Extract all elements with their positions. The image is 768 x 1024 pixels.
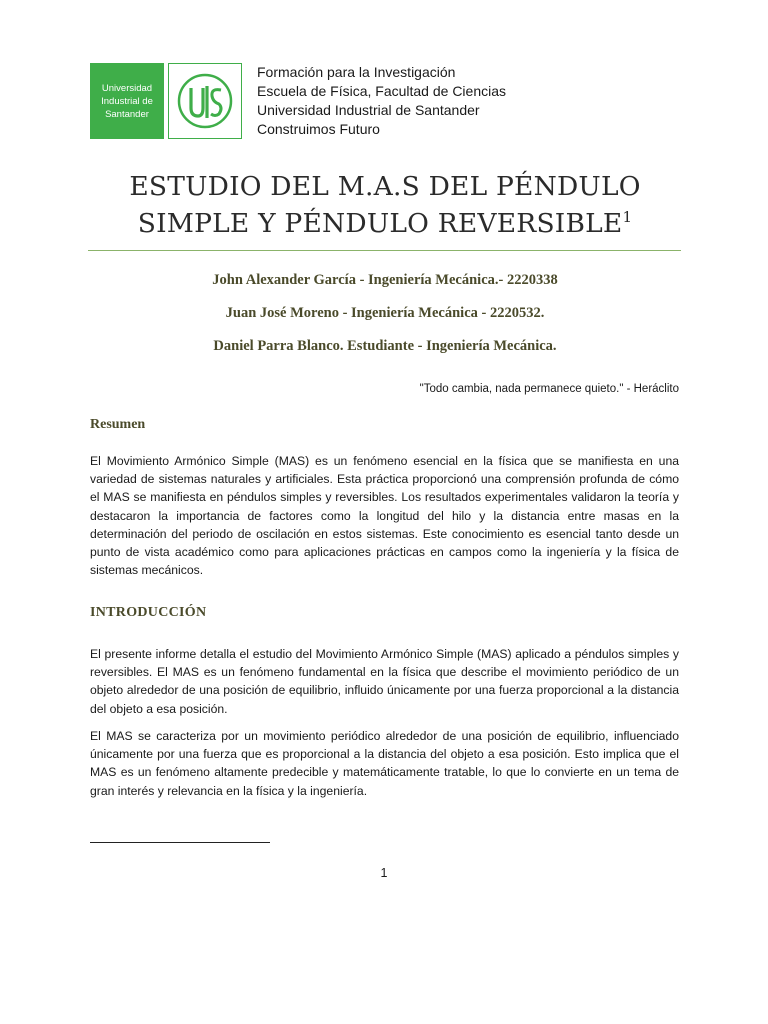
logo-text-line: Industrial de: [101, 95, 153, 107]
author-line: John Alexander García - Ingeniería Mecánica.- 2220338: [212, 272, 558, 288]
title-footnote-ref[interactable]: 1: [622, 208, 633, 227]
page-number: 1: [380, 866, 388, 880]
abstract-paragraph: El Movimiento Armónico Simple (MAS) es un fenómeno esencial en la física que se manifiesta en una variedad de sistemas naturales y artificiales. Esta práctica proporcionó una comprensión profunda de cómo el MAS se manifiesta en péndulos simples y reversibles. Los resultados experimentales validaron la teoría y destacaron la importancia de factores como la longitud del hilo y la distancia entre masas en la determinación del periodo de oscilación en estos sistemas. Este conocimiento es esencial tanto desde un punto de vista académico como para aplicaciones prácticas en campos como la ingeniería y la física de sistemas mecánicos.: [90, 454, 679, 578]
university-logo-badge: [90, 63, 164, 139]
header-line: Universidad Industrial de Santander: [257, 102, 480, 118]
header-text-block: [257, 63, 577, 139]
header-line: Formación para la Investigación: [257, 64, 456, 80]
title-line-2: [90, 205, 680, 242]
uis-monogram-icon: [177, 72, 233, 130]
epigraph-quote: "Todo cambia, nada permanece quieto." - Heráclito: [419, 383, 679, 395]
section-heading-introduccion: INTRODUCCIÓN: [90, 605, 207, 620]
title-line-1: ESTUDIO DEL M.A.S DEL PÉNDULO: [129, 171, 641, 202]
title-divider: [88, 250, 681, 251]
author-list: [90, 268, 680, 367]
logo-text-line: Santander: [105, 108, 149, 120]
intro-paragraph-1: El presente informe detalla el estudio del Movimiento Armónico Simple (MAS) aplicado a péndulos simples y reversibles. El MAS es un fenómeno fundamental en la física que describe el movimiento periódico de un objeto alrededor de una posición de equilibrio, influido únicamente por una fuerza proporcional a la distancia del objeto a esa posición.: [90, 647, 679, 716]
section-heading-resumen: Resumen: [90, 417, 146, 432]
document-title: [90, 168, 680, 242]
author-line: Juan José Moreno - Ingeniería Mecánica - 2220532.: [225, 305, 545, 321]
footnote-separator: [90, 842, 270, 843]
header-line: Construimos Futuro: [257, 121, 380, 137]
header-line: Escuela de Física, Facultad de Ciencias: [257, 83, 507, 99]
logo-text-line: Universidad: [101, 82, 153, 94]
title-line-2-text: SIMPLE Y PÉNDULO REVERSIBLE: [137, 208, 623, 239]
author-line: Daniel Parra Blanco. Estudiante - Ingeniería Mecánica.: [213, 338, 557, 354]
intro-paragraph-2: El MAS se caracteriza por un movimiento periódico alrededor de una posición de equilibrio, influenciado únicamente por una fuerza que es proporcional a la distancia del objeto a esa posición. Esto implica que el MAS es un fenómeno altamente predecible y matemáticamente tratable, lo que lo convierte en un tema de gran interés y relevancia en la física y la ingeniería.: [90, 729, 679, 798]
institution-header: [90, 63, 507, 139]
uis-logo-mark-icon: [168, 63, 242, 139]
